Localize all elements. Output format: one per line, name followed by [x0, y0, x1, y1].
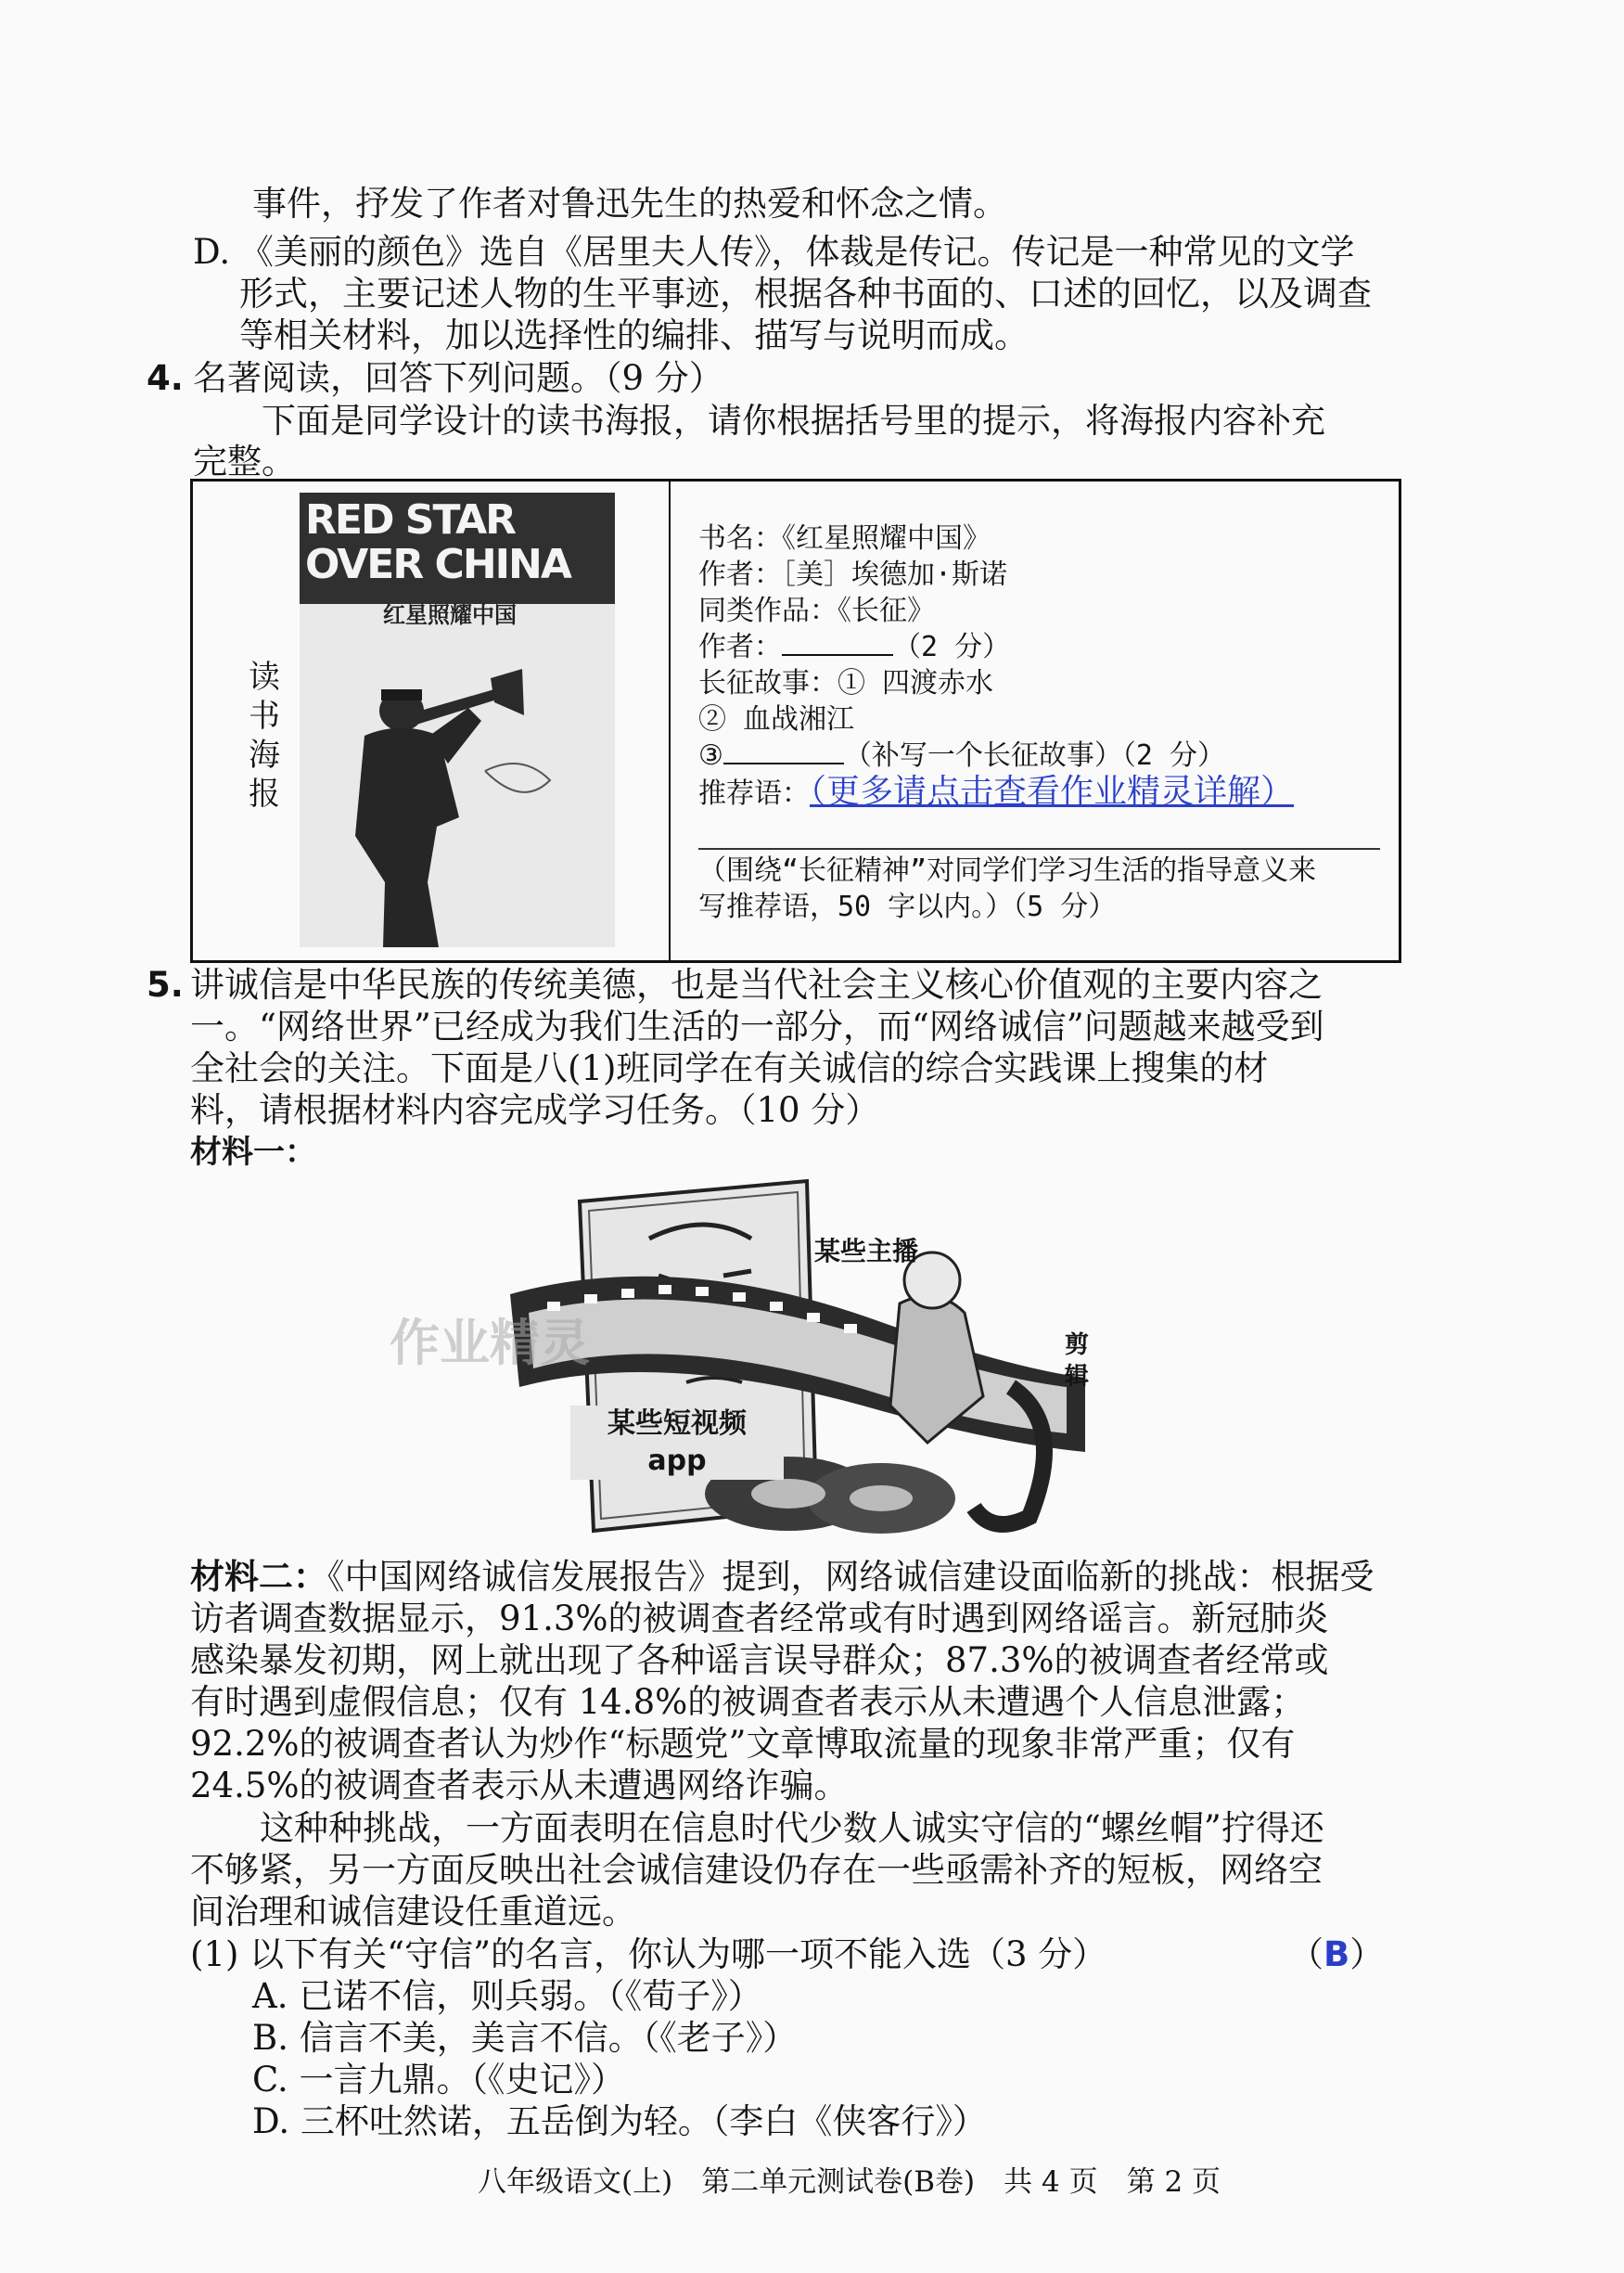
material-2-line-6: 24.5%的被调查者表示从未遭遇网络诈骗。	[190, 1766, 849, 1805]
option-d-line-3: 等相关材料，加以选择性的编排、描写与说明而成。	[239, 315, 1029, 355]
cover-english-title: RED STAR OVER CHINA	[305, 496, 570, 588]
cartoon-image	[390, 1174, 1122, 1545]
q5-line-2: 一。“网络世界”已经成为我们生活的一部分，而“网络诚信”问题越来越受到	[190, 1007, 1324, 1047]
poster-similar-work: 同类作品：《长征》	[698, 595, 935, 627]
material-2-line-2: 访者调查数据显示，91.3%的被调查者经常或有时遇到网络谣言。新冠肺炎	[190, 1599, 1329, 1638]
recommend-hint-line-1: （围绕“长征精神”对同学们学习生活的指导意义来	[698, 854, 1317, 887]
material-2-line-1: 材料二：《中国网络诚信发展报告》提到，网络诚信建设面临新的挑战：根据受	[190, 1557, 1375, 1597]
poster-recommend-row: 推荐语：（更多请点击查看作业精灵详解）	[698, 773, 1295, 811]
label-edit: 剪 辑	[1065, 1331, 1090, 1391]
page-footer: 八年级语文(上) 第二单元测试卷(B卷) 共 4 页 第 2 页	[478, 2165, 1221, 2199]
paragraph-2-line-1: 这种种挑战，一方面表明在信息时代少数人诚实守信的“螺丝帽”拧得还	[260, 1808, 1324, 1848]
author2-blank[interactable]	[782, 654, 893, 656]
recommend-detail-link[interactable]: （更多请点击查看作业精灵详解）	[810, 773, 1295, 811]
sub1-option-d: D. 三杯吐然诺，五岳倒为轻。（李白《侠客行》）	[252, 2101, 987, 2141]
sub1-option-a: A. 已诺不信，则兵弱。（《荀子》）	[252, 1976, 762, 2016]
poster-story-2: ② 血战湘江	[698, 703, 855, 736]
material-1-label: 材料一：	[190, 1134, 316, 1171]
label-short-video-app: 某些短视频 app	[570, 1406, 784, 1480]
poster-author: 作者：［美］埃德加·斯诺	[698, 559, 1008, 591]
sub1-stem: (1) 以下有关“守信”的名言，你认为哪一项不能入选（3 分）	[190, 1934, 1107, 1974]
sub1-option-b: B. 信言不美，美言不信。（《老子》）	[252, 2018, 798, 2058]
reading-poster	[190, 479, 1401, 963]
material-2-line-4: 有时遇到虚假信息；仅有 14.8%的被调查者表示从未遭遇个人信息泄露；	[190, 1682, 1306, 1722]
option-d-line-1: 《美丽的颜色》选自《居里夫人传》，体裁是传记。传记是一种常见的文学	[239, 232, 1355, 272]
recommend-hint-line-2: 写推荐语，50 字以内。）（5 分）	[698, 891, 1117, 923]
q4-intro-line-1: 下面是同学设计的读书海报，请你根据括号里的提示，将海报内容补充	[262, 401, 1325, 441]
q5-line-1: 讲诚信是中华民族的传统美德，也是当代社会主义核心价值观的主要内容之	[190, 965, 1323, 1005]
q5-line-4: 料，请根据材料内容完成学习任务。（10 分）	[190, 1090, 880, 1130]
poster-story-3-row: ③ （补写一个长征故事）（2 分）	[698, 739, 1226, 772]
poster-side-label: 读 书 海 报	[249, 659, 280, 813]
q4-intro-line-2: 完整。	[193, 442, 296, 482]
q4-number: 4.	[147, 358, 184, 398]
label-some-anchors: 某些主播	[814, 1236, 919, 1266]
recommend-blank-line[interactable]	[698, 848, 1380, 850]
poster-book-name: 书名：《红星照耀中国》	[698, 522, 991, 555]
cover-chinese-title: 红星照耀中国	[383, 602, 517, 628]
option-c-continuation: 事件，抒发了作者对鲁迅先生的热爱和怀念之情。	[252, 184, 1007, 224]
q4-title: 名著阅读，回答下列问题。（9 分）	[193, 358, 723, 398]
material-2-line-5: 92.2%的被调查者认为炒作“标题党”文章博取流量的现象非常严重；仅有	[190, 1724, 1296, 1764]
material-2-line-3: 感染暴发初期，网上就出现了各种谣言误导群众；87.3%的被调查者经常或	[190, 1640, 1329, 1680]
trumpeter-illustration	[300, 493, 615, 947]
poster-author2-row: 作者： （2 分）	[698, 631, 1011, 663]
sub1-answer: B	[1323, 1934, 1350, 1974]
option-d-label: D.	[193, 232, 231, 272]
sub1-option-c: C. 一言九鼎。（《史记》）	[252, 2060, 626, 2100]
poster-story-1: 长征故事：① 四渡赤水	[698, 667, 994, 700]
poster-divider	[669, 482, 671, 960]
watermark: 作业精灵	[390, 1314, 590, 1372]
q5-line-3: 全社会的关注。下面是八(1)班同学在有关诚信的综合实践课上搜集的材	[190, 1048, 1269, 1088]
paragraph-2-line-2: 不够紧，另一方面反映出社会诚信建设仍存在一些亟需补齐的短板，网络空	[190, 1850, 1323, 1890]
q5-number: 5.	[147, 965, 184, 1005]
paragraph-2-line-3: 间治理和诚信建设任重道远。	[190, 1892, 636, 1932]
option-d-line-2: 形式，主要记述人物的生平事迹，根据各种书面的、口述的回忆，以及调查	[239, 274, 1372, 314]
sub1-answer-bracket: （B）	[1289, 1934, 1385, 1974]
story3-blank[interactable]	[723, 763, 844, 764]
book-cover-image	[300, 493, 615, 947]
